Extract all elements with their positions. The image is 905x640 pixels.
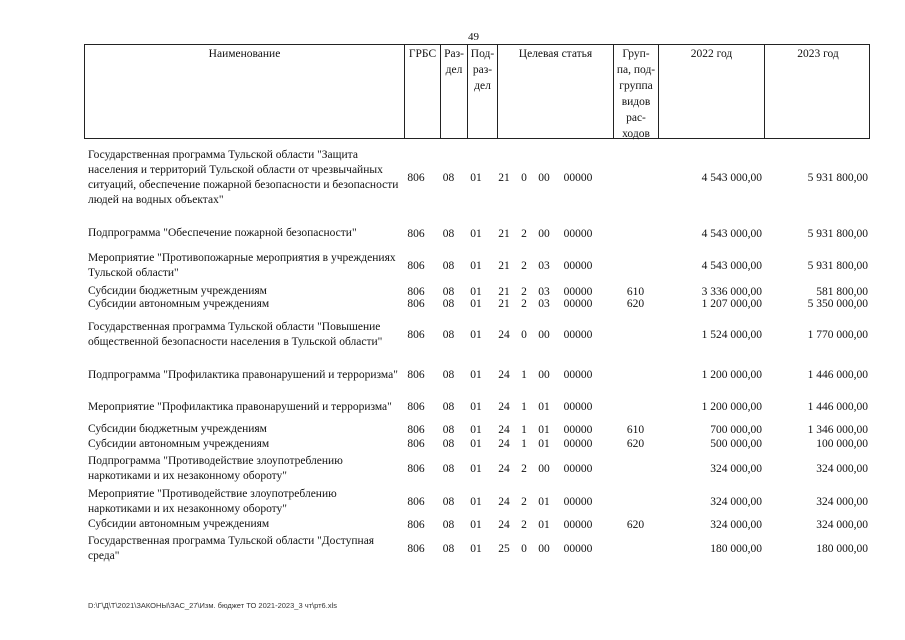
row-name: Государственная программа Тульской области "Защита населения и территорий Тульской области от чрезвычайных ситуаций, обеспечение пожарной безопасности и безопасности людей на водных объектах" xyxy=(88,149,399,206)
row-v2023: 324 000,00 xyxy=(816,518,868,531)
row-t1: 24 xyxy=(498,518,510,531)
row-t2: 2 xyxy=(521,518,527,531)
row-v2023: 5 931 800,00 xyxy=(807,172,868,184)
table-row xyxy=(84,392,870,422)
row-rz: 08 xyxy=(442,463,455,475)
row-t1: 24 xyxy=(498,423,510,436)
row-t2: 2 xyxy=(521,260,527,272)
row-pr: 01 xyxy=(470,542,482,555)
row-v2023: 324 000,00 xyxy=(816,463,868,475)
row-pr: 01 xyxy=(470,438,482,450)
row-t1: 21 xyxy=(498,298,510,310)
header-2022: 2022 год xyxy=(659,45,765,138)
row-t4: 00000 xyxy=(563,369,593,381)
row-t4: 00000 xyxy=(563,495,593,508)
header-podrazdel: Под- раз- дел xyxy=(468,45,498,138)
row-v2023: 1 446 000,00 xyxy=(807,401,868,413)
row-grbs: 806 xyxy=(407,285,425,298)
row-t3: 00 xyxy=(538,542,550,555)
row-v2023: 5 931 800,00 xyxy=(807,227,868,240)
row-t4: 00000 xyxy=(563,285,593,298)
row-vr xyxy=(613,533,658,564)
row-t3: 00 xyxy=(538,369,550,381)
row-vr xyxy=(613,250,658,282)
row-t3: 01 xyxy=(538,518,550,531)
table-row xyxy=(84,360,870,390)
row-rz: 08 xyxy=(442,518,455,531)
table-row xyxy=(84,454,870,484)
row-name: Подпрограмма "Противодействие злоупотреблению наркотиками и их незаконному обороту" xyxy=(88,455,343,482)
row-pr: 01 xyxy=(470,401,482,413)
row-name: Субсидии автономным учреждениям xyxy=(88,518,270,530)
row-t1: 25 xyxy=(498,542,510,555)
row-v2023: 1 446 000,00 xyxy=(807,369,868,381)
row-v2022: 4 543 000,00 xyxy=(701,172,762,184)
row-vr: 620 xyxy=(626,298,645,310)
row-v2022: 1 200 000,00 xyxy=(701,401,762,413)
row-v2023: 581 800,00 xyxy=(816,285,868,298)
row-name: Субсидии автономным учреждениям xyxy=(88,297,270,310)
row-rz: 08 xyxy=(442,369,455,381)
row-rz: 08 xyxy=(442,542,455,555)
row-grbs: 806 xyxy=(407,401,425,413)
row-t4: 00000 xyxy=(563,329,593,341)
row-pr: 01 xyxy=(470,329,482,341)
header-2023: 2023 год xyxy=(797,48,839,60)
row-t4: 00000 xyxy=(563,227,593,240)
row-vr: 610 xyxy=(626,285,645,298)
row-name: Мероприятие "Противопожарные мероприятия в учреждениях Тульской области" xyxy=(88,252,396,279)
row-rz: 08 xyxy=(442,423,455,436)
row-t2: 0 xyxy=(521,329,527,341)
row-t3: 01 xyxy=(538,495,550,508)
row-t3: 03 xyxy=(538,285,550,298)
row-t4: 00000 xyxy=(563,401,593,413)
row-pr: 01 xyxy=(470,463,482,475)
row-v2022: 1 207 000,00 xyxy=(701,298,762,310)
row-t4: 00000 xyxy=(563,260,593,272)
row-grbs: 806 xyxy=(407,438,425,450)
row-vr: 610 xyxy=(626,423,645,436)
row-v2023: 100 000,00 xyxy=(816,438,868,450)
row-t1: 21 xyxy=(498,227,510,240)
row-pr: 01 xyxy=(470,423,482,436)
row-v2022: 4 543 000,00 xyxy=(701,260,762,272)
row-t1: 24 xyxy=(498,401,510,413)
row-pr: 01 xyxy=(470,172,482,184)
row-v2022: 324 000,00 xyxy=(710,518,762,531)
row-t2: 1 xyxy=(521,401,527,413)
row-vr xyxy=(613,360,658,390)
row-grbs: 806 xyxy=(407,369,425,381)
row-name: Субсидии бюджетным учреждениям xyxy=(88,423,267,435)
row-vr xyxy=(613,312,658,358)
table-row xyxy=(84,486,870,517)
row-pr: 01 xyxy=(470,298,482,310)
table-row xyxy=(84,437,870,451)
row-v2022: 3 336 000,00 xyxy=(701,285,762,298)
row-v2022: 324 000,00 xyxy=(710,463,762,475)
row-name: Субсидии автономным учреждениям xyxy=(88,437,270,450)
header-group: Груп- па, под- группа видов рас- ходов xyxy=(614,45,659,138)
row-vr: 620 xyxy=(626,518,645,531)
row-t4: 00000 xyxy=(563,172,593,184)
row-t3: 03 xyxy=(538,260,550,272)
row-t1: 21 xyxy=(498,285,510,298)
row-v2022: 4 543 000,00 xyxy=(701,227,762,240)
row-vr xyxy=(613,454,658,484)
row-v2023: 180 000,00 xyxy=(816,542,868,555)
row-name: Государственная программа Тульской области "Доступная среда" xyxy=(88,534,375,562)
row-name: Государственная программа Тульской области "Повышение общественной безопасности населения в Тульской области" xyxy=(88,321,383,348)
row-t1: 21 xyxy=(498,172,510,184)
table-row xyxy=(84,312,870,358)
row-vr xyxy=(613,147,658,209)
header-target: Целевая статья xyxy=(498,45,614,138)
row-t3: 00 xyxy=(538,463,550,475)
row-t1: 24 xyxy=(498,369,510,381)
row-t3: 00 xyxy=(538,172,550,184)
row-pr: 01 xyxy=(470,227,482,240)
row-grbs: 806 xyxy=(407,227,425,240)
row-grbs: 806 xyxy=(407,298,425,310)
row-v2022: 500 000,00 xyxy=(710,438,762,450)
row-name: Подпрограмма "Профилактика правонарушений и терроризма" xyxy=(88,368,398,381)
row-t2: 2 xyxy=(521,495,527,508)
row-rz: 08 xyxy=(442,298,455,310)
table-row xyxy=(84,147,870,209)
row-pr: 01 xyxy=(470,260,482,272)
row-pr: 01 xyxy=(470,369,482,381)
row-pr: 01 xyxy=(470,495,482,508)
row-t4: 00000 xyxy=(563,463,593,475)
row-vr xyxy=(613,486,658,517)
row-rz: 08 xyxy=(442,227,455,240)
table-header xyxy=(84,44,870,139)
row-rz: 08 xyxy=(442,438,455,450)
row-grbs: 806 xyxy=(407,329,425,341)
row-vr xyxy=(613,392,658,422)
row-t4: 00000 xyxy=(563,438,593,450)
row-t2: 2 xyxy=(521,298,527,310)
header-grbs: ГРБС xyxy=(405,45,441,138)
row-t3: 00 xyxy=(538,329,550,341)
row-t2: 2 xyxy=(521,463,527,475)
row-name: Субсидии бюджетным учреждениям xyxy=(88,285,267,297)
row-v2022: 1 200 000,00 xyxy=(701,369,762,381)
row-vr xyxy=(613,224,658,243)
table-row xyxy=(84,423,870,436)
row-t1: 24 xyxy=(498,438,510,450)
row-v2022: 324 000,00 xyxy=(710,495,762,508)
file-path: D:\Г\Д\Т\2021\ЗАКОНЫ\ЗАС_27\Изм. бюджет ТО 2021-2023_3 чт\рт6.xls xyxy=(88,601,337,610)
row-grbs: 806 xyxy=(407,172,425,184)
row-v2023: 1 346 000,00 xyxy=(807,423,868,436)
page-number: 49 xyxy=(468,31,479,43)
row-rz: 08 xyxy=(442,172,455,184)
row-t1: 24 xyxy=(498,463,510,475)
row-v2023: 5 931 800,00 xyxy=(807,260,868,272)
row-t2: 0 xyxy=(521,172,527,184)
row-v2023: 1 770 000,00 xyxy=(807,329,868,341)
row-rz: 08 xyxy=(442,285,455,298)
row-v2022: 700 000,00 xyxy=(710,423,762,436)
row-t3: 01 xyxy=(538,401,550,413)
row-t3: 03 xyxy=(538,298,550,310)
header-name: Наименование xyxy=(85,45,405,138)
row-grbs: 806 xyxy=(407,495,425,508)
row-name: Мероприятие "Противодействие злоупотреблению наркотиками и их незаконному обороту" xyxy=(88,487,337,515)
row-rz: 08 xyxy=(442,401,455,413)
row-v2022: 180 000,00 xyxy=(710,542,762,555)
table-row xyxy=(84,250,870,282)
table-row xyxy=(84,533,870,564)
row-grbs: 806 xyxy=(407,518,425,531)
row-t1: 21 xyxy=(498,260,510,272)
row-t2: 0 xyxy=(521,542,527,555)
header-razdel: Раз- дел xyxy=(441,45,468,138)
row-rz: 08 xyxy=(442,495,455,508)
row-t2: 2 xyxy=(521,285,527,298)
row-t4: 00000 xyxy=(563,423,593,436)
row-v2023: 324 000,00 xyxy=(816,495,868,508)
row-t4: 00000 xyxy=(563,298,593,310)
row-rz: 08 xyxy=(442,329,455,341)
row-t3: 01 xyxy=(538,423,550,436)
row-pr: 01 xyxy=(470,518,482,531)
row-t1: 24 xyxy=(498,495,510,508)
row-t1: 24 xyxy=(498,329,510,341)
row-t2: 1 xyxy=(521,423,527,436)
row-t3: 01 xyxy=(538,438,550,450)
row-v2023: 5 350 000,00 xyxy=(807,298,868,310)
row-name: Мероприятие "Профилактика правонарушений и терроризма" xyxy=(88,400,392,413)
row-t3: 00 xyxy=(538,227,550,240)
row-t2: 2 xyxy=(521,227,527,240)
table-row xyxy=(84,224,870,243)
row-grbs: 806 xyxy=(407,423,425,436)
row-name: Подпрограмма "Обеспечение пожарной безопасности" xyxy=(88,227,357,239)
row-pr: 01 xyxy=(470,285,482,298)
table-row xyxy=(84,297,870,311)
row-rz: 08 xyxy=(442,260,455,272)
row-t4: 00000 xyxy=(563,542,593,555)
row-grbs: 806 xyxy=(407,260,425,272)
row-t4: 00000 xyxy=(563,518,593,531)
row-v2022: 1 524 000,00 xyxy=(701,329,762,341)
row-grbs: 806 xyxy=(407,463,425,475)
row-vr: 620 xyxy=(626,438,645,450)
table-row xyxy=(84,518,870,531)
row-grbs: 806 xyxy=(407,542,425,555)
row-t2: 1 xyxy=(521,438,527,450)
row-t2: 1 xyxy=(521,369,527,381)
